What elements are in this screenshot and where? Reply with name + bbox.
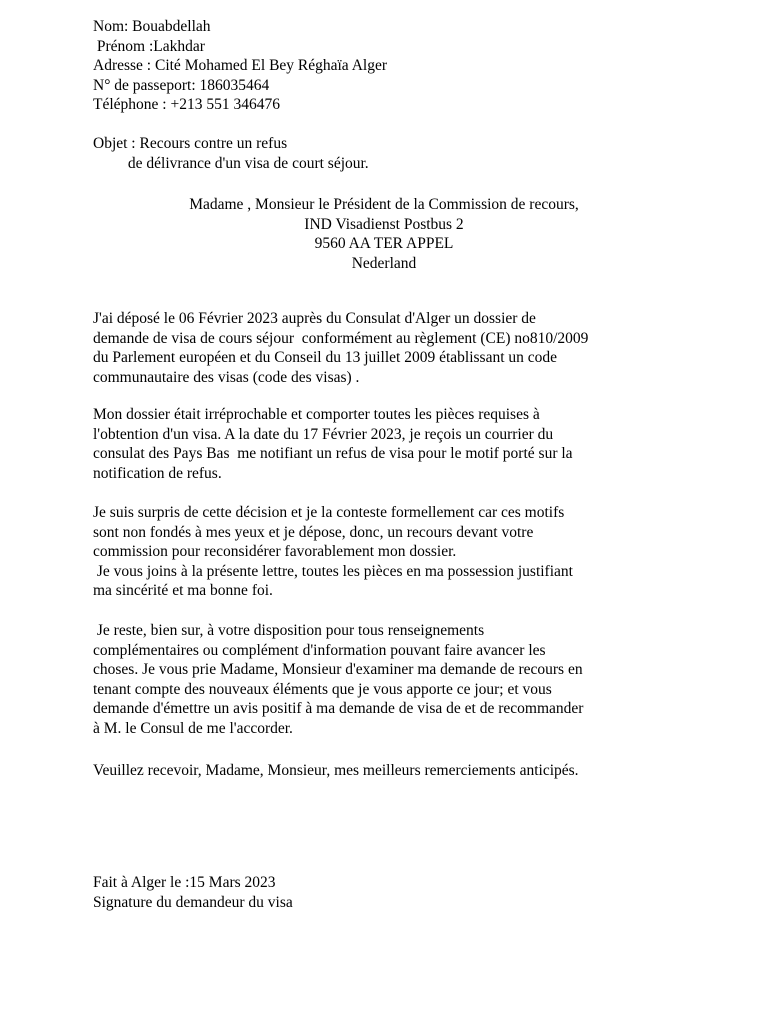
subject [93,134,369,173]
sender-address: Adresse : Cité Mohamed El Bey Réghaïa Alger [93,57,388,74]
sender-name: Nom: Bouabdellah [93,18,211,35]
paragraph-line: communautaire des visas (code des visas) . [93,368,360,386]
sender-passport: N° de passeport: 186035464 [93,76,270,94]
signature-label: Signature du demandeur du visa [93,893,293,911]
paragraph-line: J'ai déposé le 06 Février 2023 auprès du Consulat d'Alger un dossier de [93,310,536,327]
closing-formula [93,761,579,781]
paragraph-line: Je reste, bien sur, à votre disposition pour tous renseignements [93,622,485,639]
subject-line-1: Objet : Recours contre un refus [93,135,288,152]
paragraph-line: l'obtention d'un visa. A la date du 17 Février 2023, je reçois un courrier du [93,425,554,443]
recipient-line-3: 9560 AA TER APPEL [314,235,454,252]
subject-line-2: de délivrance d'un visa de court séjour. [93,154,369,172]
paragraph-line: ma sincérité et ma bonne foi. [93,582,273,599]
body-paragraph-2 [93,405,573,483]
recipient-line-1: Madame , Monsieur le Président de la Commission de recours, [189,196,579,213]
body-paragraph-3 [93,503,573,601]
paragraph-line: tenant compte des nouveaux éléments que je vous apporte ce jour; et vous [93,680,552,698]
paragraph-line: du Parlement européen et du Conseil du 13 juillet 2009 établissant un code [93,349,558,366]
recipient-line-2: IND Visadienst Postbus 2 [304,215,464,233]
paragraph-line: complémentaires ou complément d'information pouvant faire avancer les [93,641,546,659]
paragraph-line: Je suis surpris de cette décision et je la conteste formellement car ces motifs [93,504,565,521]
paragraph-line: notification de refus. [93,464,222,482]
body-paragraph-4 [93,621,583,738]
paragraph-line: Je vous joins à la présente lettre, toutes les pièces en ma possession justifiant [93,562,573,580]
paragraph-line: à M. le Consul de me l'accorder. [93,719,293,737]
recipient-line-4: Nederland [351,254,417,272]
sender-firstname: Prénom :Lakhdar [93,37,205,55]
sender-phone: Téléphone : +213 551 346476 [93,96,280,113]
paragraph-line: commission pour reconsidérer favorablement mon dossier. [93,543,457,560]
paragraph-line: sont non fondés à mes yeux et je dépose, donc, un recours devant votre [93,523,534,541]
closing-line: Veuillez recevoir, Madame, Monsieur, mes meilleurs remerciements anticipés. [93,762,579,779]
signoff [93,873,293,912]
paragraph-line: demande de visa de cours séjour conformément au règlement (CE) no810/2009 [93,329,589,347]
sender-info [93,17,387,115]
paragraph-line: demande d'émettre un avis positif à ma demande de visa de et de recommander [93,700,584,717]
body-paragraph-1 [93,309,588,387]
paragraph-line: consulat des Pays Bas me notifiant un refus de visa pour le motif porté sur la [93,445,573,462]
place-and-date: Fait à Alger le :15 Mars 2023 [93,874,276,891]
paragraph-line: choses. Je vous prie Madame, Monsieur d'examiner ma demande de recours en [93,661,583,678]
recipient-address [0,195,768,273]
paragraph-line: Mon dossier était irréprochable et comporter toutes les pièces requises à [93,406,540,423]
